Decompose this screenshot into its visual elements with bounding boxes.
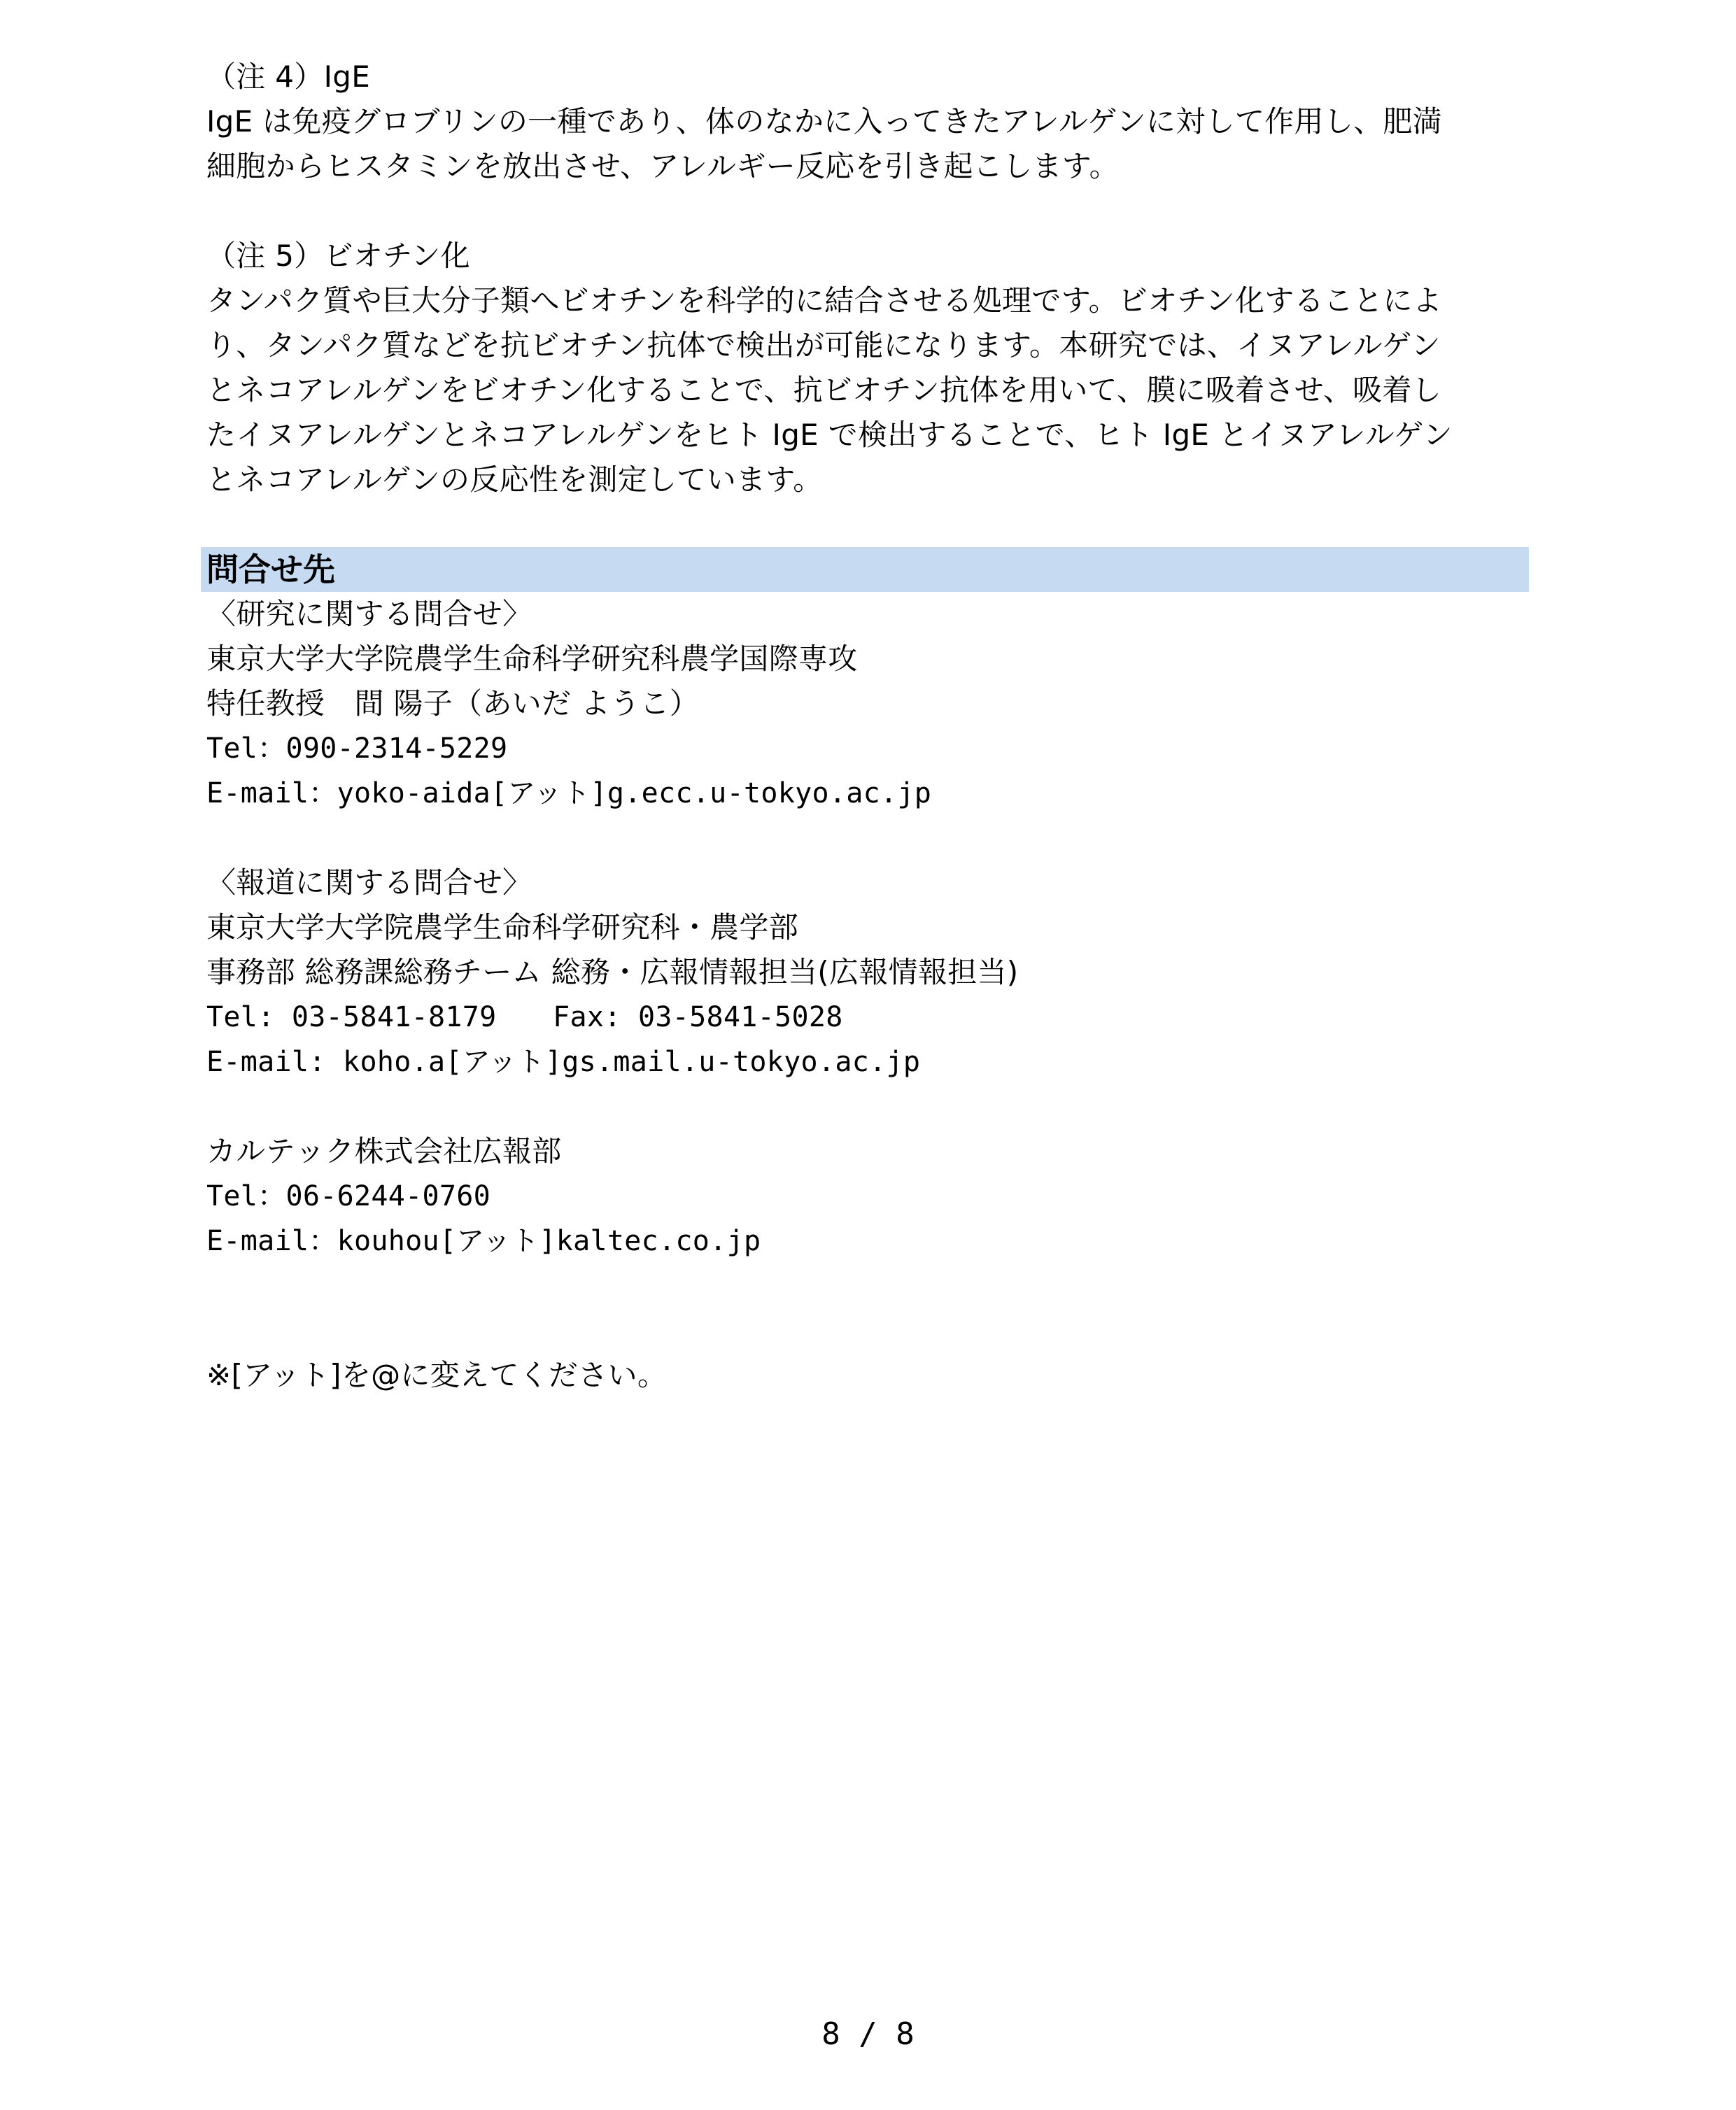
research-contact-tel: Tel：090-2314-5229 [206,732,508,765]
press-contact-dept: 事務部 総務課総務チーム 総務・広報情報担当(広報情報担当) [206,955,1019,989]
spacer [206,816,1529,861]
page-number: 8 / 8 [821,2016,915,2052]
spacer [206,502,1529,547]
company-contact-tel: Tel：06-6244-0760 [206,1180,491,1212]
at-replacement-note: ※[アット]を@に変えてください。 [206,1358,668,1392]
note5-line-2: り、タンパク質などを抗ビオチン抗体で検出が可能になります。本研究では、イヌアレルゲン [206,328,1441,362]
spacer [206,189,1529,234]
company-contact-org: カルテック株式会社広報部 [206,1134,562,1168]
note4-line-1: IgE は免疫グロブリンの一種であり、体のなかに入ってきたアレルゲンに対して作用し、肥満 [206,104,1443,139]
note4-title: （注 4）IgE [206,59,371,94]
document-body [206,55,1529,1398]
spacer [206,1263,1529,1353]
note5-line-1: タンパク質や巨大分子類へビオチンを科学的に結合させる処理です。ビオチン化することによ [206,283,1443,318]
press-contact-label: 〈報道に関する問合せ〉 [206,865,532,900]
press-contact-email: E-mail: koho.a[アット]gs.mail.u-tokyo.ac.jp [206,1046,921,1078]
note5-line-5: とネコアレルゲンの反応性を測定しています。 [206,462,823,497]
contact-heading: 問合せ先 [201,547,1529,592]
note5-title: （注 5）ビオチン化 [206,239,470,273]
note5-line-3: とネコアレルゲンをビオチン化することで、抗ビオチン抗体を用いて、膜に吸着させ、吸着し [206,373,1442,407]
note4-line-2: 細胞からヒスタミンを放出させ、アレルギー反応を引き起こします。 [206,149,1119,183]
note5-line-4: たイヌアレルゲンとネコアレルゲンをヒト IgE で検出することで、ヒト IgE とイヌアレルゲン [206,418,1453,452]
press-contact-org: 東京大学大学院農学生命科学研究科・農学部 [206,910,799,944]
company-contact-email: E-mail：kouhou[アット]kaltec.co.jp [206,1225,761,1257]
research-contact-person: 特任教授 間 陽子（あいだ ようこ） [206,686,700,721]
research-contact-org: 東京大学大学院農学生命科学研究科農学国際専攻 [206,642,858,676]
spacer [206,1084,1529,1129]
research-contact-email: E-mail：yoko-aida[アット]g.ecc.u-tokyo.ac.jp [206,777,932,809]
press-contact-tel-fax: Tel: 03-5841-8179 Fax: 03-5841-5028 [206,1001,843,1033]
research-contact-label: 〈研究に関する問合せ〉 [206,597,532,631]
